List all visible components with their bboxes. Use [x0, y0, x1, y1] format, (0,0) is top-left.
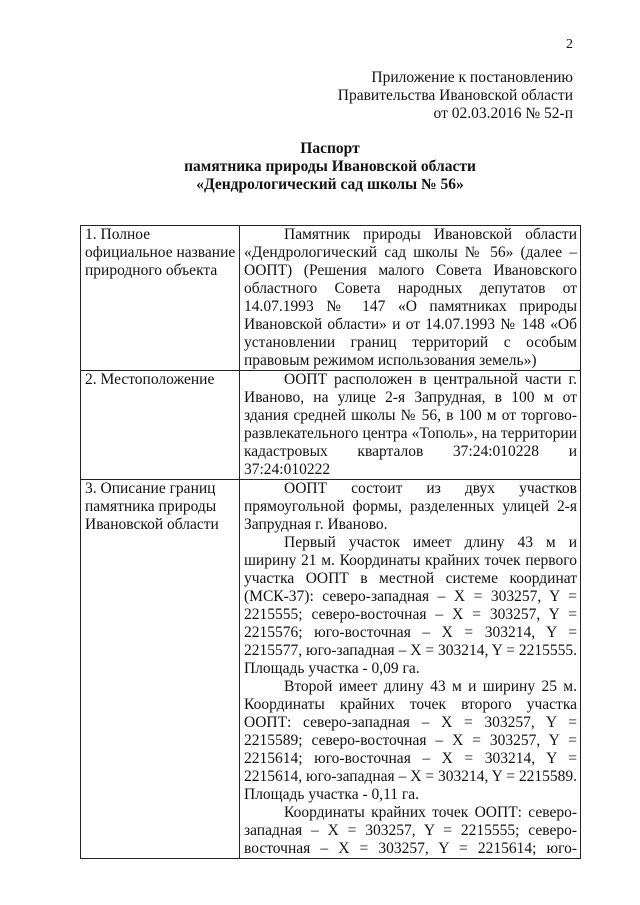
row-content [240, 226, 581, 371]
document-title [80, 140, 580, 194]
row-label: 1. Полное официальное название природного объекта [81, 226, 240, 371]
row-paragraph: ООПТ расположен в центральной части г. Иваново, на улице 2-я Запрудная, в 100 м от здания средней школы № 56, в 100 м от торгово-развлекательного центра «Тополь», на территории кадастровых кварталов 37:24:010228 и 37:24:010222 [244, 371, 577, 478]
table-row [81, 371, 581, 480]
title-line-3: «Дендрологический сад школы № 56» [196, 176, 464, 193]
row-content [240, 480, 581, 859]
table-row [81, 480, 581, 859]
title-line-2: памятника природы Ивановской области [184, 158, 476, 175]
row-paragraph: Координаты крайних точек ООПТ: северо-западная – X = 303257, Y = 2215555; северо-восточная – X = 303257, Y = 2215614; юго- [244, 804, 577, 857]
appendix-line-3: от 02.03.2016 № 52-п [433, 105, 573, 122]
appendix-header [0, 69, 573, 123]
appendix-line-1: Приложение к постановлению [371, 69, 573, 86]
row-content [240, 371, 581, 480]
passport-table [80, 225, 581, 859]
appendix-line-2: Правительства Ивановской области [337, 87, 573, 104]
page-number: 2 [566, 37, 573, 52]
row-paragraph: Второй имеет длину 43 м и ширину 25 м. Координаты крайних точек второго участка ООПТ: северо-западная – X = 303257, Y = 2215589; северо-восточная – X = 303257, Y = 2215614; юго-восточная – X = 303214, Y = 2215614, юго-западная – X = 303214, Y = 2215589. Площадь участка - 0,11 га. [244, 678, 577, 803]
title-line-1: Паспорт [300, 140, 360, 157]
table-row [81, 226, 581, 371]
row-paragraph: ООПТ состоит из двух участков прямоугольной формы, разделенных улицей 2-я Запрудная г. Иваново. [244, 480, 577, 533]
row-paragraph: Первый участок имеет длину 43 м и ширину 21 м. Координаты крайних точек первого участка ООПТ в местной системе координат (МСК-37): северо-западная – X = 303257, Y = 2215555; северо-восточная – X = 303257, Y = 2215576; юго-восточная – X = 303214, Y = 2215577, юго-западная – X = 303214, Y = 2215555. Площадь участка - 0,09 га. [244, 534, 577, 677]
row-label: 3. Описание границ памятника природы Ивановской области [81, 480, 240, 859]
row-paragraph: Памятник природы Ивановской области «Дендрологический сад школы № 56» (далее – ООПТ) (Решения малого Совета Ивановского областного Совета народных депутатов от 14.07.1993 № 147 «О памятниках природы Ивановской области» и от 14.07.1993 № 148 «Об установлении границ территорий с особым правовым режимом использования земель») [244, 226, 577, 369]
row-label: 2. Местоположение [81, 371, 240, 480]
